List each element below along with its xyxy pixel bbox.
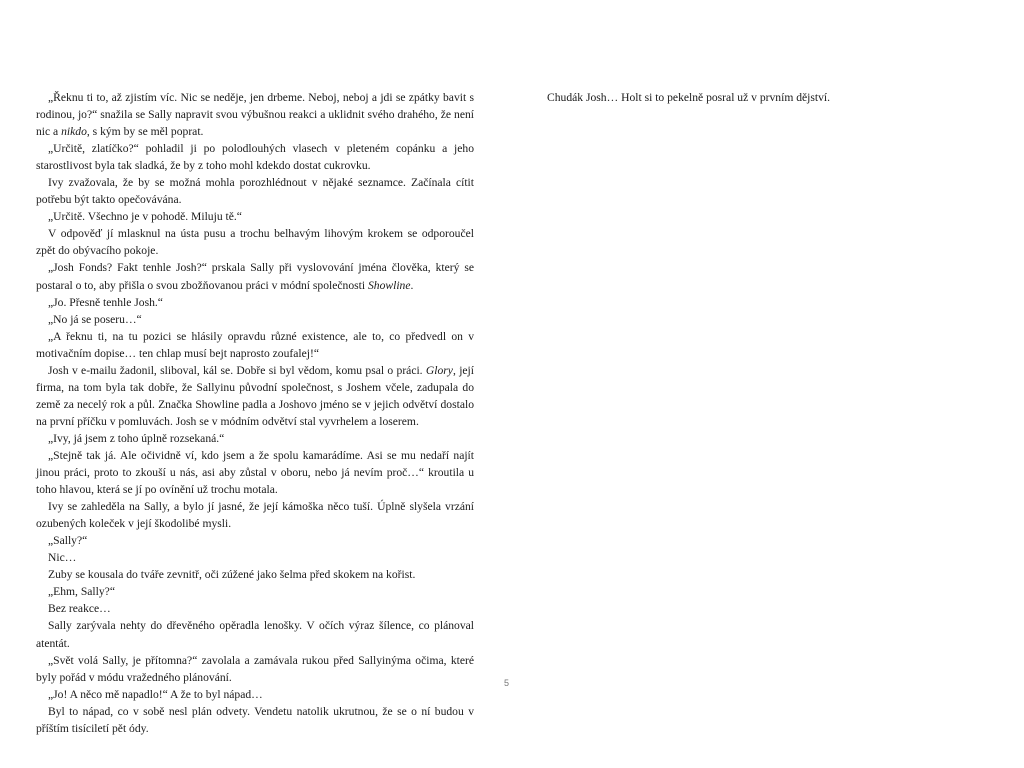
paragraph: Sally zarývala nehty do dřevěného opěradla lenošky. V očích výraz šílence, co plánoval atentát. <box>36 619 474 650</box>
paragraph: Ivy zvažovala, že by se možná mohla porozhlédnout v nějaké seznamce. Začínala cítit potřebu být takto opečovávána. <box>36 176 474 207</box>
paragraph: Ivy se zahleděla na Sally, a bylo jí jasné, že její kámoška něco tuší. Úplně slyšela vrzání ozubených koleček v její škodolibé mysli. <box>36 500 474 531</box>
paragraph: „Řeknu ti to, až zjistím víc. Nic se neděje, jen drbeme. Neboj, neboj a jdi se zpátky bavit s rodinou, jo?“ snažila se Sally napravit svou výbušnou reakci a uklidnit svého drahého, že není nic a nikdo, s kým by se měl poprat. <box>36 91 474 139</box>
left-page-text <box>36 89 474 737</box>
emphasis: Glory <box>425 363 453 377</box>
emphasis: nikdo <box>61 125 87 139</box>
right-page-text <box>547 89 987 106</box>
paragraph: „Ivy, já jsem z toho úplně rozsekaná.“ <box>48 431 225 445</box>
paragraph: „Určitě, zlatíčko?“ pohladil ji po polodlouhých vlasech v pleteném copánku a jeho starostlivost byla tak sladká, že by z toho mohl kdekdo dostat cukrovku. <box>36 142 474 173</box>
paragraph: Chudák Josh… Holt si to pekelně posral už v prvním dějství. <box>547 91 831 104</box>
paragraph: „Svět volá Sally, je přítomna?“ zavolala a zamávala rukou před Sallyinýma očima, které byly pořád v módu vražedného plánování. <box>36 653 474 684</box>
page-number: 5 <box>504 678 510 688</box>
emphasis: Showline <box>367 278 411 292</box>
paragraph: „Jo! A něco mě napadlo!“ A že to byl nápad… <box>48 687 263 701</box>
paragraph: „Josh Fonds? Fakt tenhle Josh?“ prskala Sally při vyslovování jména člověka, který se postaral o to, aby přišla o svou zbožňovanou práci v módní společnosti Showline. <box>36 261 474 292</box>
paragraph: „Sally?“ <box>48 534 88 548</box>
paragraph: „Určitě. Všechno je v pohodě. Miluju tě.“ <box>48 210 242 224</box>
paragraph: Zuby se kousala do tváře zevnitř, oči zúžené jako šelma před skokem na kořist. <box>48 568 416 582</box>
paragraph: „Jo. Přesně tenhle Josh.“ <box>48 295 163 309</box>
paragraph: Bez reakce… <box>48 602 111 616</box>
paragraph: „Stejně tak já. Ale očividně ví, kdo jsem a že spolu kamarádíme. Asi se mu nedaří najít jinou práci, proto to zkouší u nás, asi aby zůstal v oboru, nebo já nevím proč…“ kroutila u toho hlavou, která se jí po ovínění už trochu motala. <box>36 448 474 497</box>
paragraph: „No já se poseru…“ <box>48 312 142 326</box>
paragraph: „A řeknu ti, na tu pozici se hlásily opravdu různé existence, ale to, co předvedl on v motivačním dopise… ten chlap musí bejt naprosto zoufalej!“ <box>36 329 474 360</box>
paragraph: Nic… <box>48 551 77 565</box>
paragraph: „Ehm, Sally?“ <box>48 585 115 599</box>
paragraph: V odpověď jí mlasknul na ústa pusu a trochu belhavým lihovým krokem se odporoučel zpět do obývacího pokoje. <box>36 227 474 258</box>
paragraph: Josh v e-mailu žadonil, sliboval, kál se. Dobře si byl vědom, komu psal o práci. Glory, její firma, na tom byla tak dobře, že Sallyinu původní společnost, s Joshem včele, zadupala do země za necelý rok a půl. Značka Showline padla a Joshovo jméno se v jejich odvětví dostalo na první příčku v pomluvách. Josh se v módním odvětví stal vyvrhelem a loserem. <box>36 363 474 428</box>
paragraph: Byl to nápad, co v sobě nesl plán odvety. Vendetu natolik ukrutnou, že se o ní budou v příštím tisíciletí pět ódy. <box>36 704 474 735</box>
